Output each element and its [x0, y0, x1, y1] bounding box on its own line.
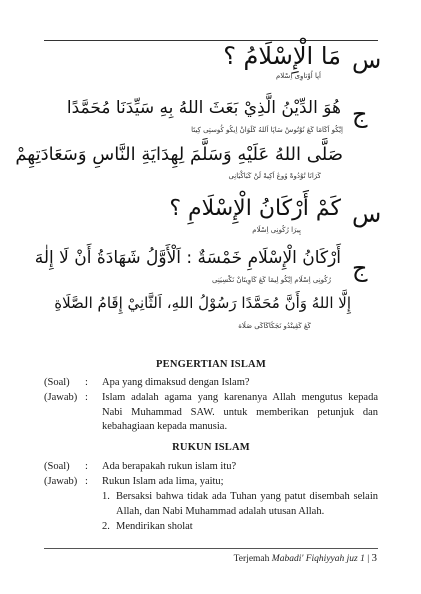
jawab-text: Rukun Islam ada lima, yaitu; — [102, 476, 224, 487]
colon: : — [85, 476, 88, 487]
page-number: 3 — [371, 552, 377, 564]
colon: : — [85, 377, 88, 388]
arabic-answer-2-line-2: إِلَّا اللهُ وَأَنَّ مُحَمَّدًا رَسُوْلُ اللهِ، اَلثَّانِيْ إِقَامُ الصَّلَاةِ — [54, 294, 351, 312]
arabic-answer-2-line-1: أَرْكَانُ الْإِسْلَامِ خَمْسَةٌ : اَلْأَوَّلُ شَهَادَةُ أَنْ لَا إِلٰهَ — [34, 248, 341, 268]
jawab-text: Islam adalah agama yang karenanya Allah mengutus kepada Nabi Muhammad SAW. untuk memberikan petunjuk dan kebahagiaan kepada manusia. — [102, 392, 378, 432]
arabic-answer-1-line-1: هُوَ الدِّيْنُ الَّذِيْ بَعَثَ اللهُ بِهِ سَيِّدَنَا مُحَمَّدًا — [66, 98, 341, 118]
arabic-answer-1-line-2: صَلَّى اللهُ عَلَيْهِ وَسَلَّمَ لِهِدَايَةِ النَّاسِ وَسَعَادَتِهِمْ — [15, 144, 343, 165]
colon: : — [85, 392, 88, 403]
footer-prefix: Terjemah — [233, 554, 272, 564]
colon: : — [85, 461, 88, 472]
list-text: Mendirikan sholat — [116, 521, 193, 532]
footer-book-title: Mabadi' Fiqhiyyah juz 1 — [271, 554, 365, 564]
list-number: 2. — [102, 521, 110, 532]
soal-label: (Soal) — [44, 461, 70, 472]
page-footer — [234, 552, 377, 564]
answer-marker-2: ج — [352, 254, 368, 282]
arabic-question-2: كَمْ أَرْكَانُ الْإِسْلَامِ ؟ — [169, 196, 341, 221]
question-marker-1: س — [352, 46, 382, 74]
arabic-question-1-gloss: اَپا اُوْتاوِى اِسْلام — [275, 72, 321, 80]
list-number: 1. — [102, 491, 110, 502]
section-heading-pengertian: PENGERTIAN ISLAM — [156, 359, 266, 370]
arabic-answer-1-line-2-gloss: كَرَانَا تُوْدُوهْ وُوڠ اَكِيهْ لَنْ كَبَاڬْيَانِى — [228, 172, 321, 180]
arabic-question-1: مَا الْإِسْلَامُ ؟ — [223, 42, 341, 70]
list-text: Bersaksi bahwa tidak ada Tuhan yang patut disembah selain Allah, dan Nabi Muhammad adalah utusan Allah. — [116, 491, 378, 517]
soal-text: Ada berapakah rukun islam itu? — [102, 461, 237, 472]
arabic-answer-1-line-1-gloss: اِيْكُو اَكَامَا كَڠ نُوْتُوسْ سَاپَا اَللهُ كَلَوَانْ اِيكُو ڬُوستِى كِيتَا — [191, 126, 343, 134]
jawab-label: (Jawab) — [44, 392, 78, 403]
arabic-answer-2-line-2-gloss: كَڠ كَڤِينْدُو نَجَڬَاكَاكَى صَلَاة — [238, 322, 311, 330]
section-heading-rukun: RUKUN ISLAM — [172, 442, 250, 453]
question-marker-2: س — [352, 200, 382, 228]
answer-marker-1: ج — [352, 100, 368, 128]
arabic-answer-2-line-1-gloss: رُكُونِى اِسْلَام اِيْكُو لِيمَا كَڠ كَاوِيتَانْ نَكْسِيَنِى — [212, 276, 331, 284]
footer-separator: | — [367, 554, 370, 564]
arabic-question-2-gloss: پِيرَا رُكُونِى اِسْلَام — [252, 226, 301, 234]
jawab-label: (Jawab) — [44, 476, 78, 487]
top-rule — [44, 40, 378, 41]
soal-text: Apa yang dimaksud dengan Islam? — [102, 377, 250, 388]
soal-label: (Soal) — [44, 377, 70, 388]
footer-rule — [44, 548, 378, 549]
